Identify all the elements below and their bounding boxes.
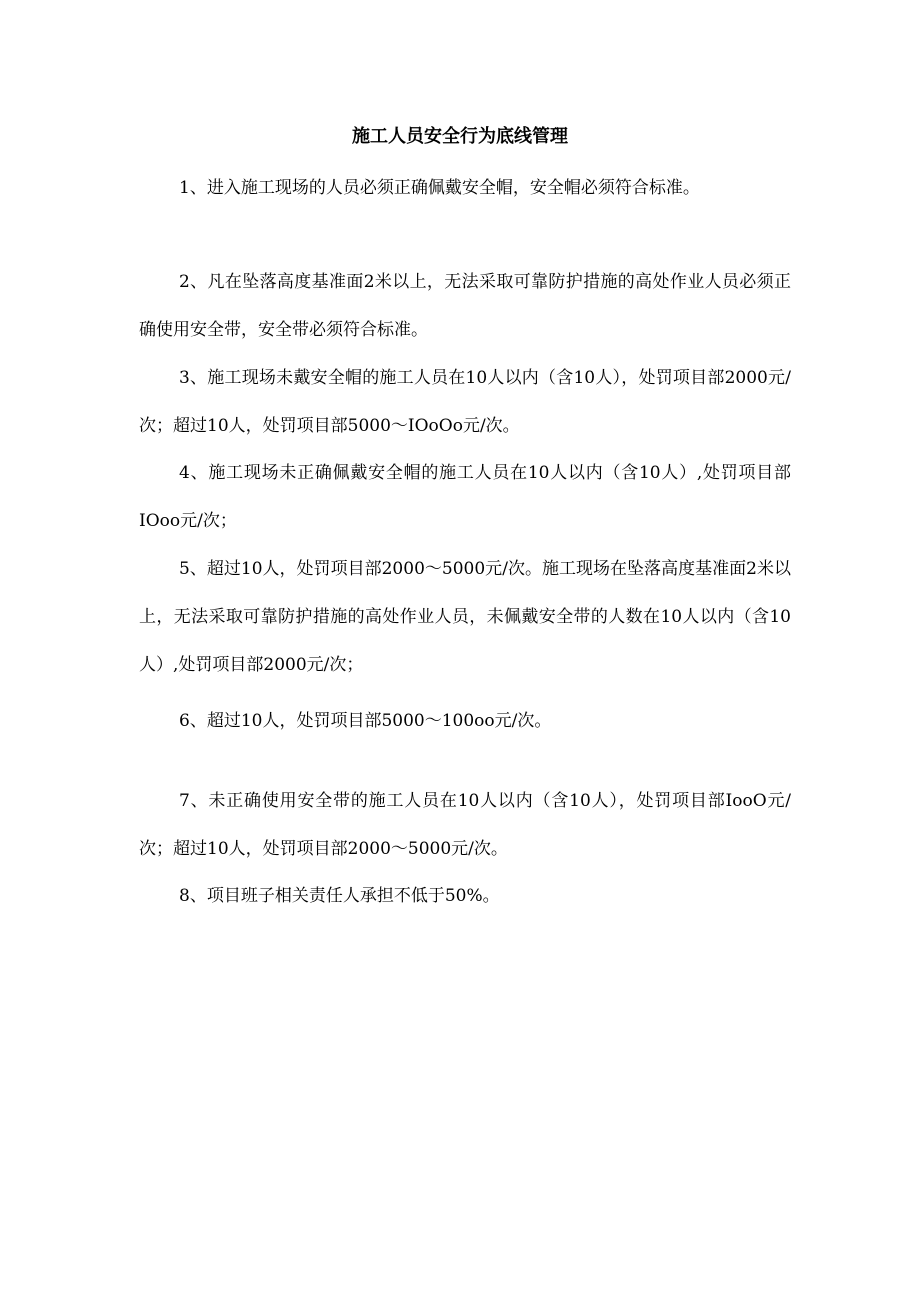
- paragraph-2: 2、凡在坠落高度基准面2米以上，无法采取可靠防护措施的高处作业人员必须正确使用安全带，安全带必须符合标准。: [139, 272, 791, 340]
- paragraph-3: 3、施工现场未戴安全帽的施工人员在10人以内（含10人），处罚项目部2000元/次；超过10人，处罚项目部5000～IOoOo元/次。: [139, 368, 791, 436]
- paragraph-5: 5、超过10人，处罚项目部2000～5000元/次。施工现场在坠落高度基准面2米以上，无法采取可靠防护措施的高处作业人员，未佩戴安全带的人数在10人以内（含10人）,处罚项目部2000元/次；: [139, 559, 791, 675]
- paragraph-6: 6、超过10人，处罚项目部5000～100oo元/次。: [179, 711, 552, 731]
- paragraph-7: 7、未正确使用安全带的施工人员在10人以内（含10人），处罚项目部IooO元/次；超过10人，处罚项目部2000～5000元/次。: [139, 791, 791, 859]
- document-title: 施工人员安全行为底线管理: [352, 126, 568, 147]
- paragraph-8: 8、项目班子相关责任人承担不低于50%。: [179, 886, 500, 906]
- paragraph-4: 4、施工现场未正确佩戴安全帽的施工人员在10人以内（含10人）,处罚项目部IOoo元/次；: [139, 463, 791, 531]
- paragraph-1: 1、进入施工现场的人员必须正确佩戴安全帽，安全帽必须符合标准。: [179, 178, 700, 198]
